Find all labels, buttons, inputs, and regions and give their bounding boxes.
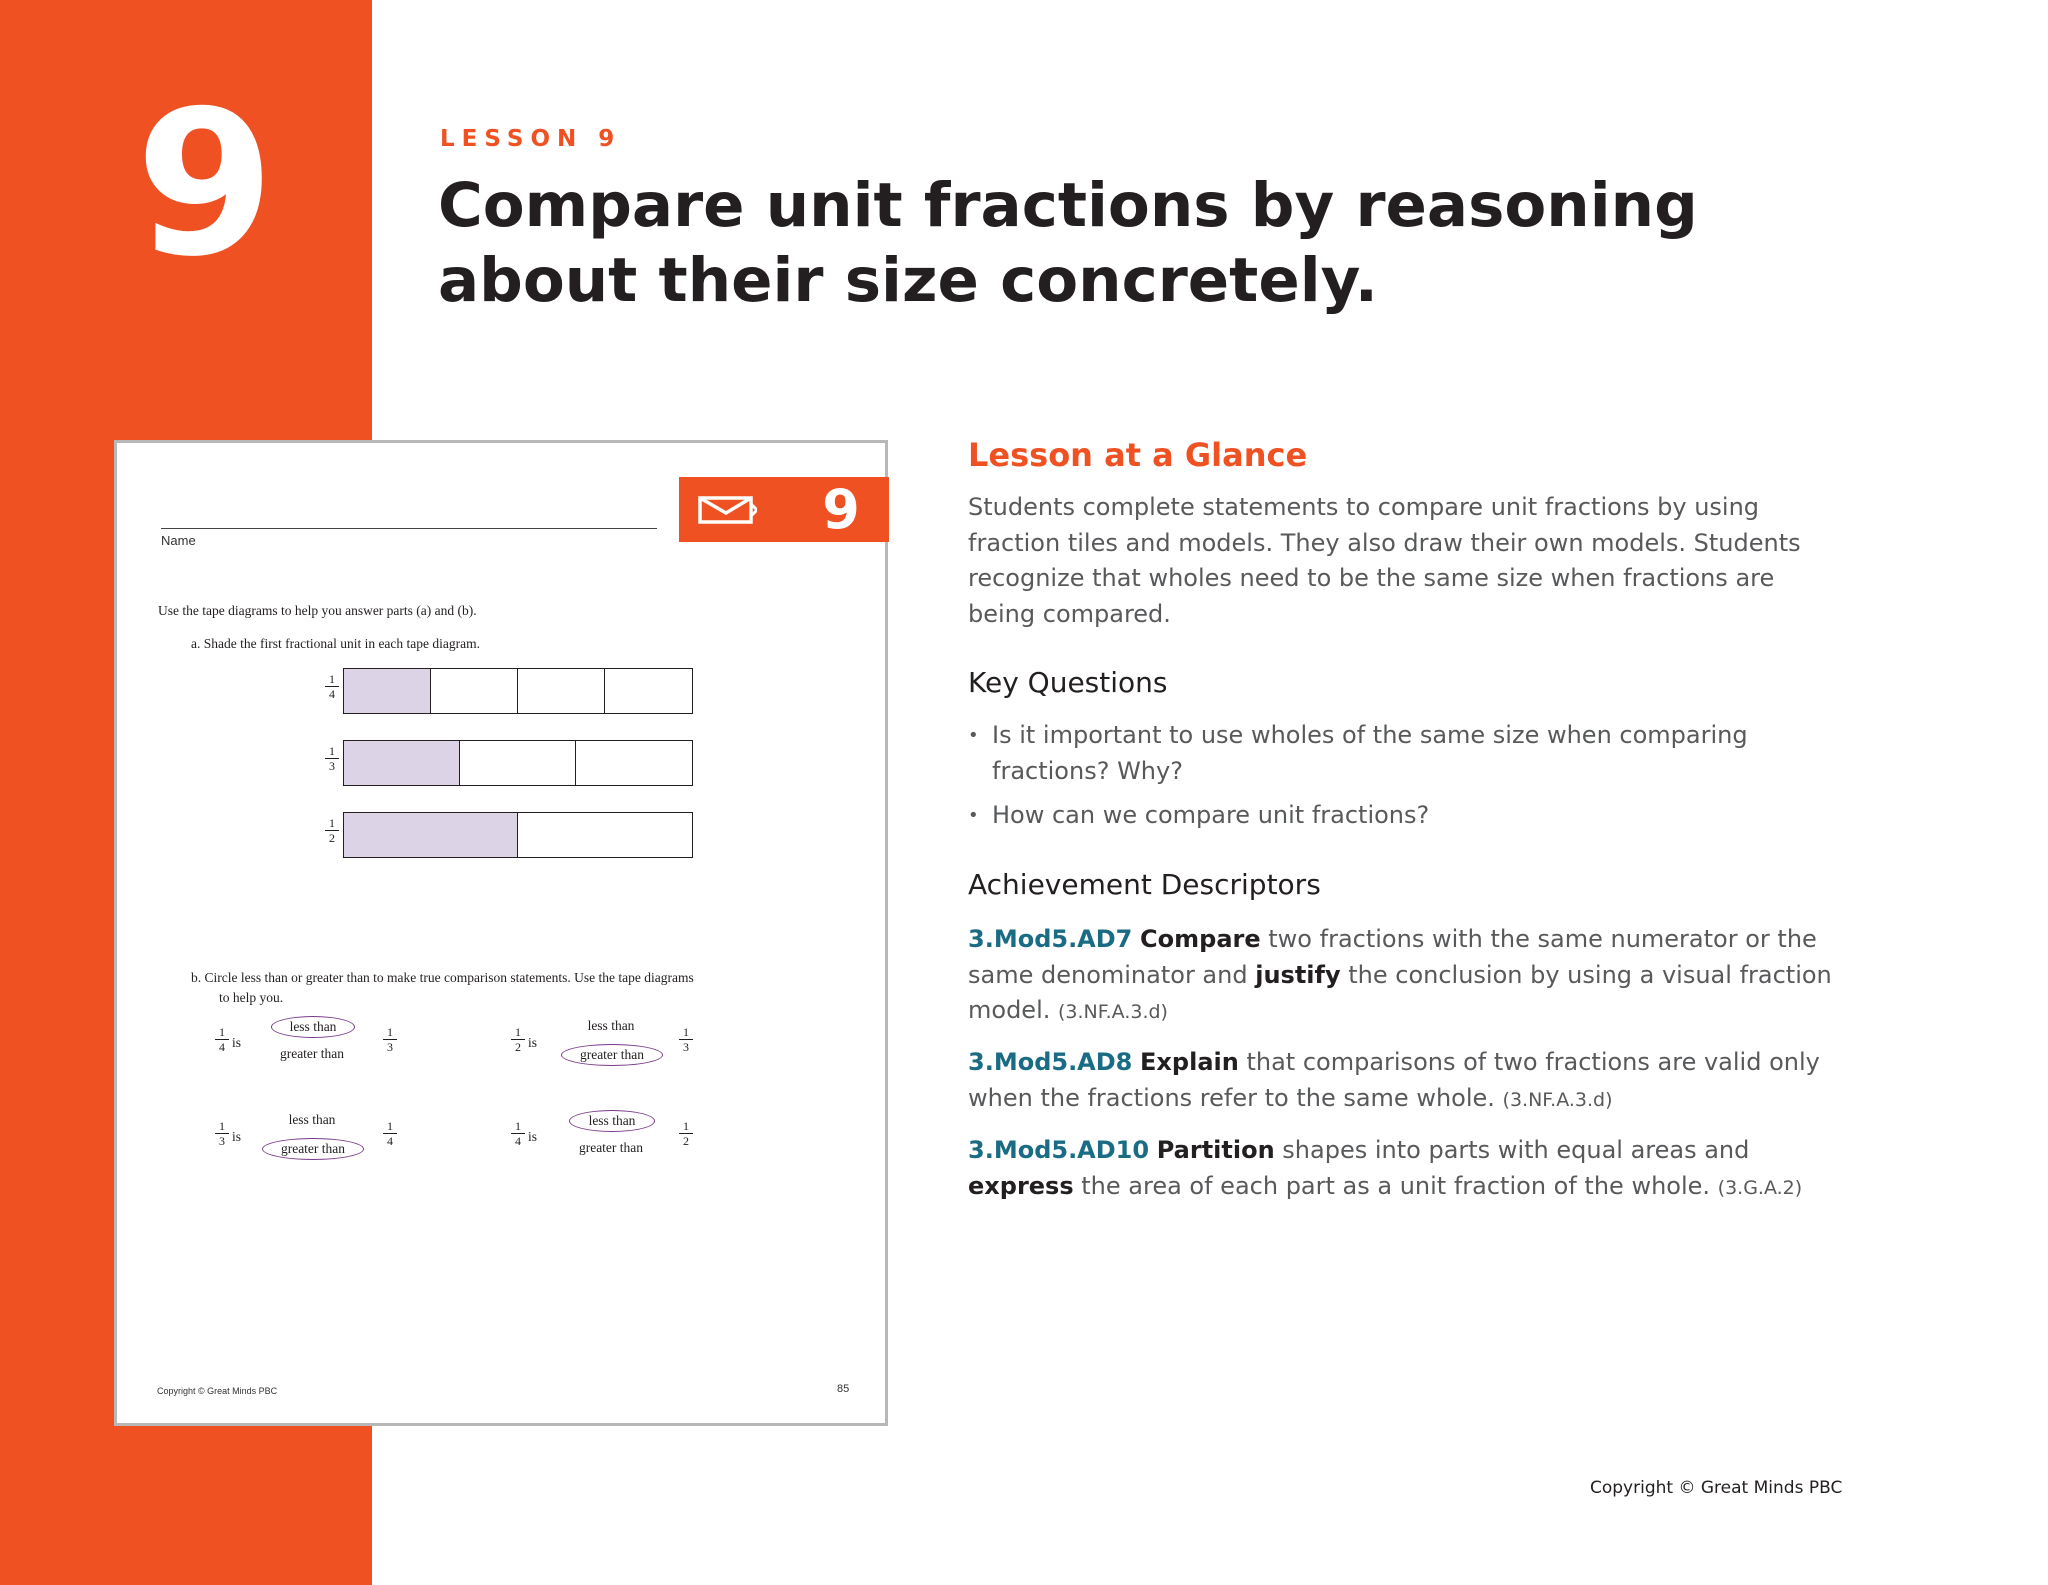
fraction-denominator: 2 [683, 1134, 689, 1148]
is-word: is [528, 1035, 538, 1050]
descriptor-text: the area of each part as a unit fraction of the whole. [1073, 1171, 1718, 1200]
achievement-descriptors-heading: Achievement Descriptors [968, 868, 1321, 901]
lesson-number: 9 [135, 68, 271, 301]
tape-cell-shaded [344, 669, 431, 713]
tape-fraction-label [325, 673, 339, 700]
part-b-text-line1: b. Circle less than or greater than to make true comparison statements. Use the tape diagrams [191, 970, 694, 985]
lesson-at-a-glance-heading: Lesson at a Glance [968, 436, 1308, 474]
descriptor-code: 3.Mod5.AD7 [968, 925, 1133, 953]
part-a-text: a. Shade the first fractional unit in each tape diagram. [191, 636, 481, 651]
key-questions-heading: Key Questions [968, 666, 1168, 699]
descriptor-verb: Explain [1140, 1048, 1239, 1076]
descriptor-text: two fractions with the same numerator or the same denominator and [968, 925, 1817, 989]
compare-left-fraction [215, 1026, 229, 1053]
fraction-denominator: 3 [329, 759, 335, 773]
worksheet-badge [679, 477, 889, 542]
fraction-numerator: 1 [325, 745, 339, 759]
descriptor-verb: justify [1255, 960, 1341, 989]
choice-less-than-circled[interactable]: less than [271, 1016, 355, 1038]
is-word: is [232, 1035, 242, 1050]
tape-cell [518, 813, 692, 857]
fraction-numerator: 1 [679, 1026, 693, 1040]
fraction-numerator: 1 [383, 1026, 397, 1040]
fraction-numerator: 1 [325, 817, 339, 831]
fraction-denominator: 4 [329, 687, 335, 701]
is-word: is [232, 1129, 242, 1144]
tape-cell-shaded [344, 813, 518, 857]
tape-cell [576, 741, 692, 785]
key-question-item: • How can we compare unit fractions? [968, 798, 1848, 834]
worksheet-page-number: 85 [837, 1383, 850, 1395]
tape-cell [460, 741, 576, 785]
worksheet-instruction: Use the tape diagrams to help you answer parts (a) and (b). [158, 603, 477, 618]
tape-diagram-thirds [343, 740, 693, 786]
fraction-numerator: 1 [215, 1026, 229, 1040]
compare-left-fraction [511, 1026, 525, 1053]
compare-left-fraction [215, 1120, 229, 1147]
part-b-text-line2: to help you. [219, 990, 284, 1005]
compare-left-fraction [511, 1120, 525, 1147]
tape-fraction-label [325, 817, 339, 844]
fraction-numerator: 1 [679, 1120, 693, 1134]
fraction-denominator: 2 [515, 1040, 521, 1054]
tape-cell [605, 669, 692, 713]
lesson-label: LESSON 9 [440, 126, 622, 152]
tape-cell [431, 669, 518, 713]
tape-fraction-label [325, 745, 339, 772]
is-word: is [528, 1129, 538, 1144]
fraction-denominator: 2 [329, 831, 335, 845]
worksheet-preview [114, 440, 888, 1426]
fraction-denominator: 3 [219, 1134, 225, 1148]
choice-less-than-circled[interactable]: less than [569, 1110, 655, 1132]
lesson-title [438, 168, 1738, 318]
lesson-title-line1: Compare unit fractions by reasoning [438, 170, 1698, 241]
fraction-denominator: 3 [387, 1040, 393, 1054]
choice-greater-than[interactable]: greater than [279, 1046, 345, 1061]
achievement-descriptor-item [968, 922, 1848, 1031]
tape-cell [518, 669, 605, 713]
descriptor-standard: (3.NF.A.3.d) [1502, 1088, 1613, 1111]
lesson-title-line2: about their size concretely. [438, 245, 1378, 316]
descriptor-verb: Compare [1140, 925, 1261, 953]
choice-less-than[interactable]: less than [288, 1112, 336, 1127]
worksheet-copyright: Copyright © Great Minds PBC [157, 1386, 278, 1396]
fraction-numerator: 1 [325, 673, 339, 687]
page-copyright: Copyright © Great Minds PBC [1590, 1478, 1843, 1498]
name-label: Name [161, 533, 196, 548]
descriptor-text: shapes into parts with equal areas and [1274, 1136, 1750, 1164]
tape-diagram-fourths [343, 668, 693, 714]
fraction-denominator: 4 [219, 1040, 225, 1054]
compare-right-fraction [679, 1120, 693, 1147]
tape-diagram-halves [343, 812, 693, 858]
descriptor-verb: express [968, 1171, 1074, 1200]
tape-cell-shaded [344, 741, 460, 785]
fraction-numerator: 1 [215, 1120, 229, 1134]
descriptor-standard: (3.NF.A.3.d) [1058, 1001, 1168, 1023]
choice-greater-than-circled[interactable]: greater than [561, 1044, 663, 1066]
fraction-numerator: 1 [383, 1120, 397, 1134]
descriptor-text: that comparisons of two fractions are valid only when the fractions refer to the same whole. [968, 1048, 1820, 1112]
descriptor-verb: Partition [1156, 1136, 1275, 1164]
envelope-icon [697, 494, 757, 526]
name-line [161, 528, 657, 529]
fraction-numerator: 1 [511, 1026, 525, 1040]
compare-right-fraction [383, 1026, 397, 1053]
fraction-numerator: 1 [511, 1120, 525, 1134]
fraction-denominator: 4 [515, 1134, 521, 1148]
worksheet-badge-number: 9 [822, 478, 860, 541]
choice-greater-than-circled[interactable]: greater than [262, 1138, 364, 1160]
lesson-at-a-glance-text: Students complete statements to compare unit fractions by using fraction tiles and models. They also draw their own models. Students recognize that wholes need to be the same size when fractions are being compared. [968, 493, 1801, 628]
compare-right-fraction [679, 1026, 693, 1053]
descriptor-text: the conclusion by using a visual fraction model. [968, 960, 1832, 1024]
achievement-descriptor-item [968, 1045, 1848, 1118]
key-question-item: • Is it important to use wholes of the same size when comparing fractions? Why? [968, 718, 1848, 789]
choice-less-than[interactable]: less than [587, 1018, 635, 1033]
achievement-descriptor-item [968, 1133, 1848, 1206]
descriptor-code: 3.Mod5.AD8 [968, 1048, 1133, 1076]
descriptor-code: 3.Mod5.AD10 [968, 1136, 1150, 1164]
fraction-denominator: 4 [387, 1134, 393, 1148]
fraction-denominator: 3 [683, 1040, 689, 1054]
descriptor-standard: (3.G.A.2) [1717, 1176, 1803, 1199]
choice-greater-than[interactable]: greater than [578, 1140, 644, 1155]
compare-right-fraction [383, 1120, 397, 1147]
